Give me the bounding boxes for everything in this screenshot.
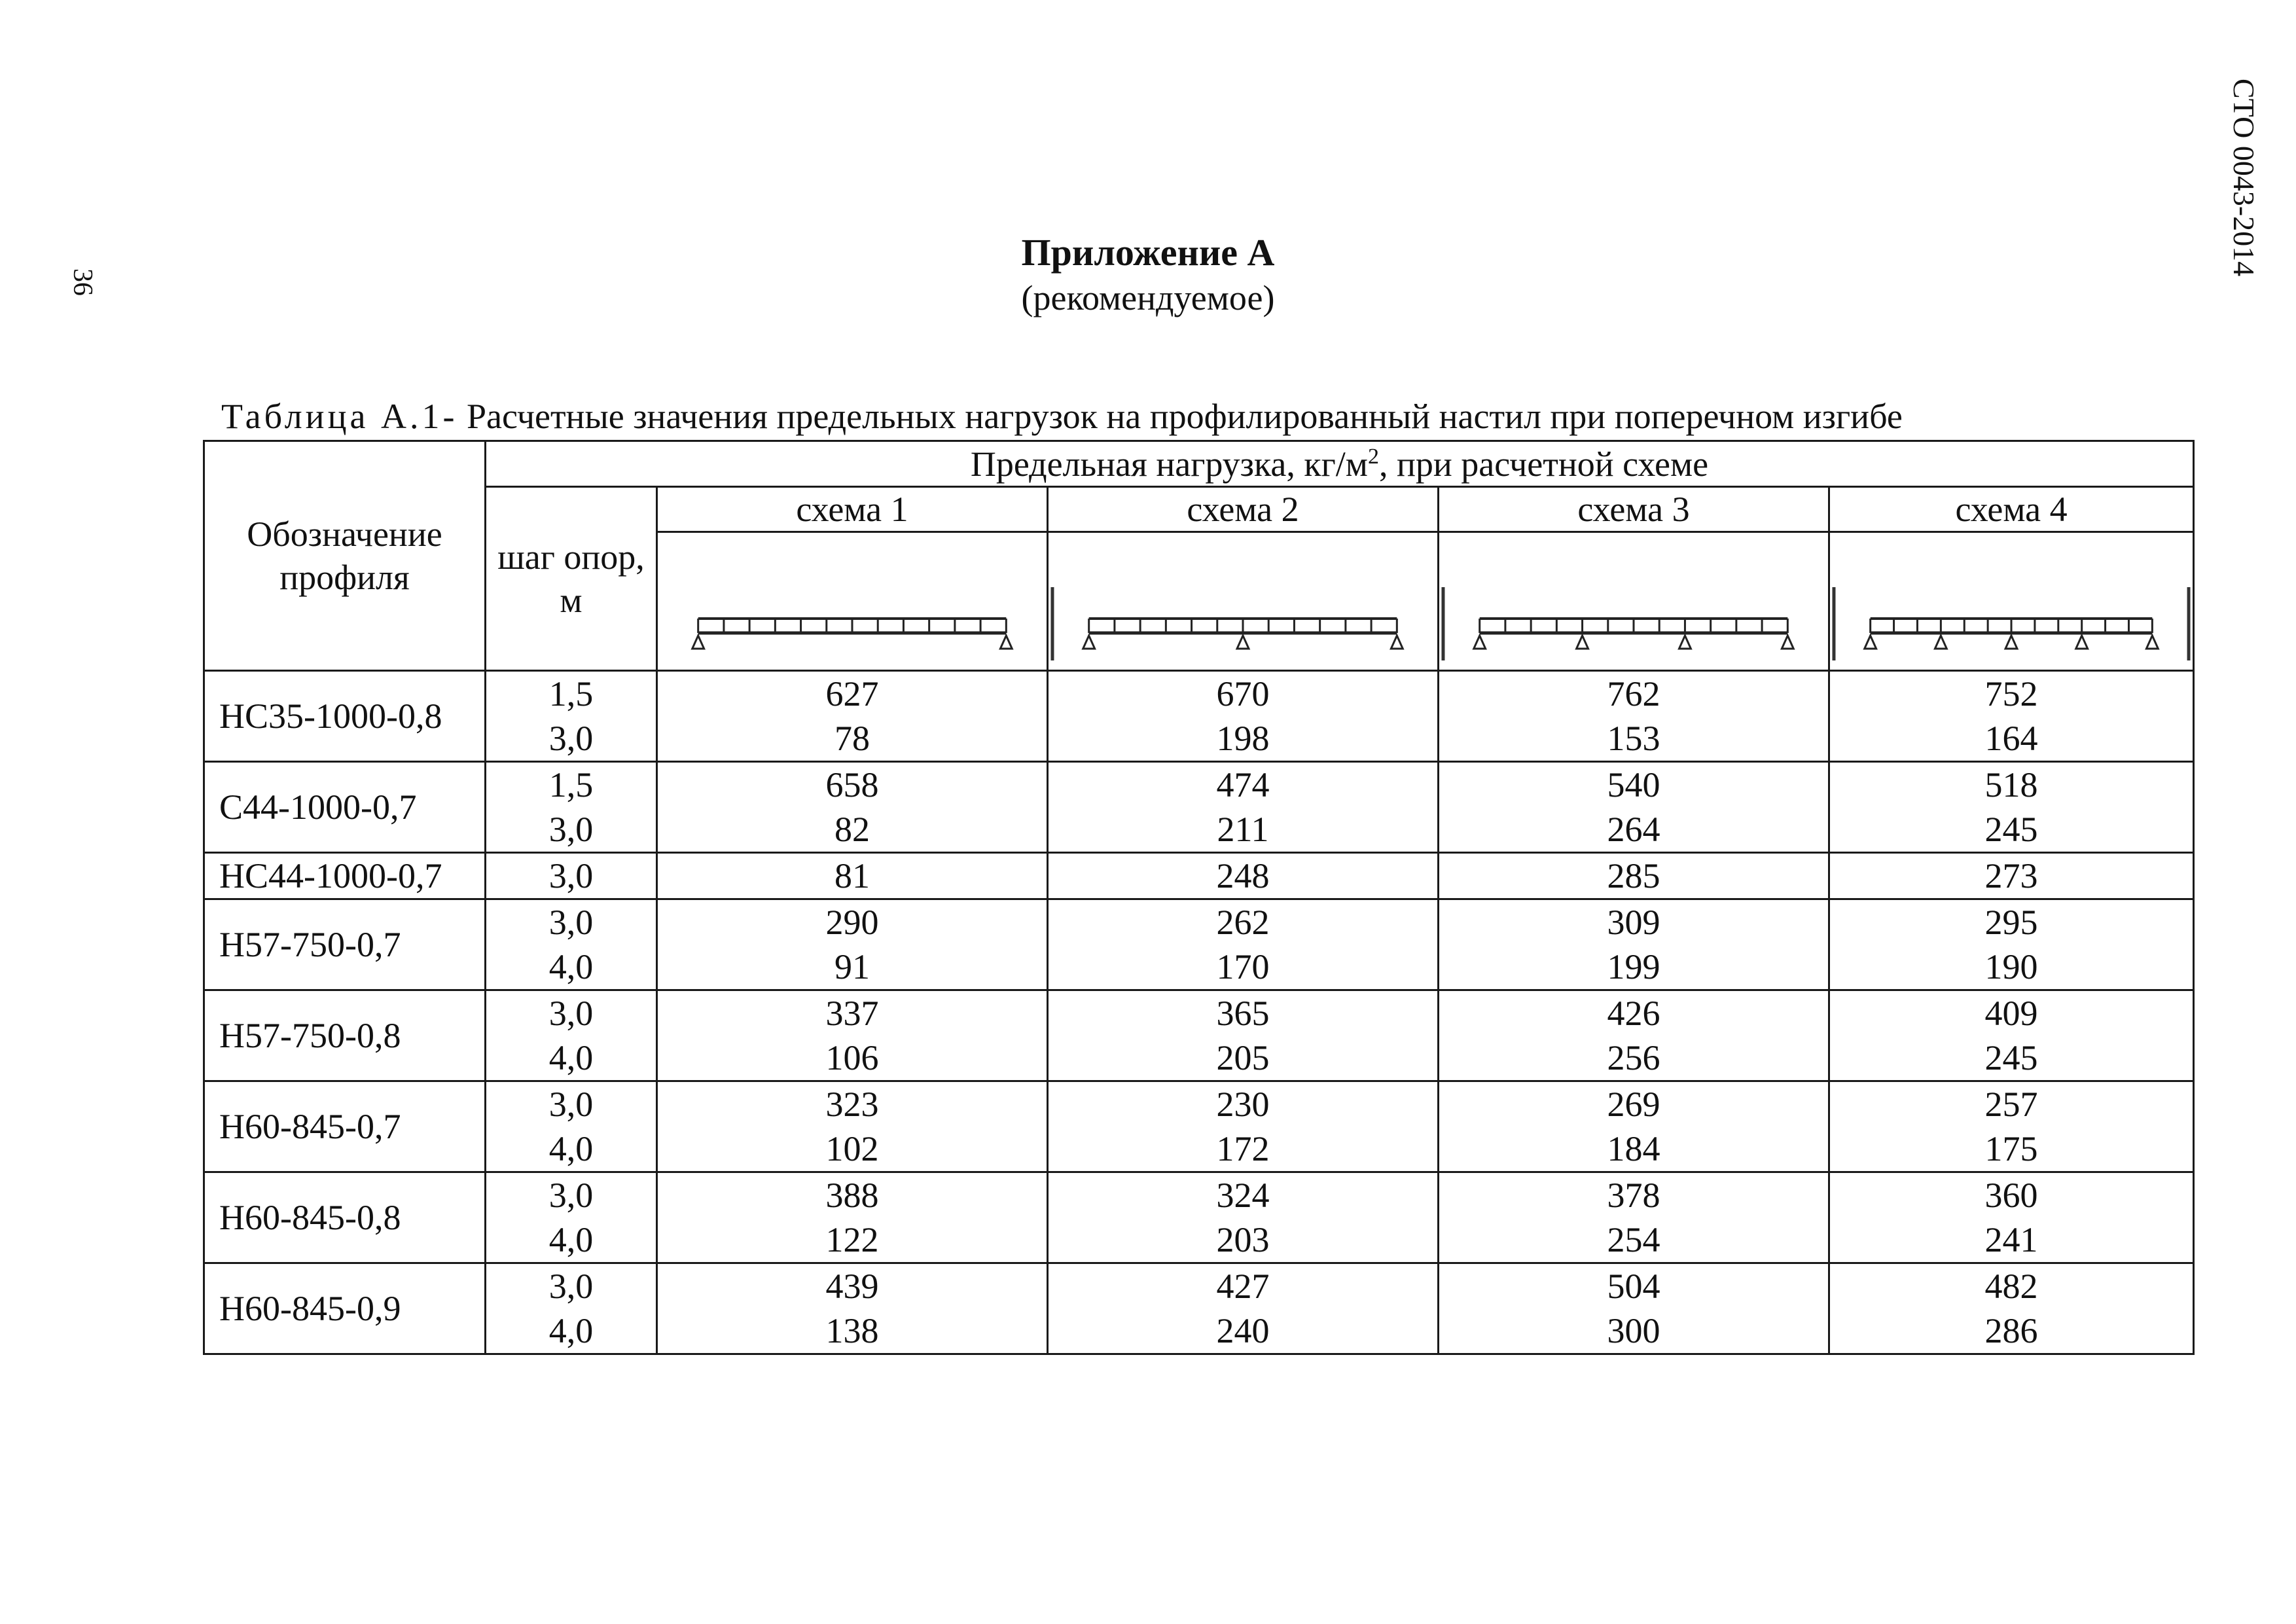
header-scheme-3: схема 3: [1439, 487, 1829, 532]
profile-cell: Н57-750-0,8: [204, 990, 486, 1081]
load-cell-scheme-4: [1829, 1081, 2194, 1172]
span-cell: [486, 1081, 657, 1172]
load-value: 324: [1216, 1176, 1270, 1215]
beam-diagram-scheme-2: [1049, 533, 1437, 670]
scheme-4-diagram: [1829, 532, 2194, 671]
load-value: 409: [1984, 994, 2038, 1033]
load-cell-scheme-2: [1048, 1263, 1439, 1354]
profile-cell: Н60-845-0,9: [204, 1263, 486, 1354]
load-value: 81: [834, 856, 870, 895]
load-value: 153: [1607, 719, 1660, 758]
load-value: 205: [1216, 1038, 1270, 1077]
load-value: 273: [1984, 856, 2038, 895]
span-cell: [486, 671, 657, 762]
profile-cell: НС44-1000-0,7: [204, 853, 486, 899]
load-value: 285: [1607, 856, 1660, 895]
load-cell-scheme-2: [1048, 1172, 1439, 1263]
span-value: 3,0: [548, 810, 594, 849]
table-body: [204, 671, 2194, 1354]
load-value: 269: [1607, 1085, 1660, 1124]
load-cell-scheme-2: [1048, 990, 1439, 1081]
load-value: 290: [825, 903, 879, 942]
table-row: [204, 671, 2194, 762]
load-value: 138: [825, 1311, 879, 1350]
load-value: 378: [1607, 1176, 1660, 1215]
load-cell-scheme-1: [657, 853, 1048, 899]
load-cell-scheme-2: [1048, 671, 1439, 762]
load-value: 323: [825, 1085, 879, 1124]
load-value: 254: [1607, 1220, 1660, 1259]
load-value: 752: [1984, 674, 2038, 713]
table-row: [204, 990, 2194, 1081]
table-row: [204, 1081, 2194, 1172]
span-value: 3,0: [548, 1085, 594, 1124]
load-cell-scheme-3: [1439, 899, 1829, 990]
load-cell-scheme-4: [1829, 990, 2194, 1081]
span-cell: [486, 853, 657, 899]
table-row: [204, 1172, 2194, 1263]
load-value: 518: [1984, 765, 2038, 804]
load-cell-scheme-4: [1829, 1172, 2194, 1263]
load-cell-scheme-4: [1829, 1263, 2194, 1354]
load-value: 670: [1216, 674, 1270, 713]
table-row: [204, 853, 2194, 899]
load-value: 474: [1216, 765, 1270, 804]
load-value: 211: [1217, 810, 1269, 849]
load-cell-scheme-1: [657, 1081, 1048, 1172]
header-span: шаг опор, м: [486, 487, 657, 671]
load-cell-scheme-4: [1829, 853, 2194, 899]
support-triangle: [1935, 636, 1946, 649]
support-triangle: [1577, 636, 1588, 649]
table-caption-text: Расчетные значения предельных нагрузок на профилированный настил при поперечном изгибе: [457, 397, 1903, 436]
load-value: 264: [1607, 810, 1660, 849]
appendix-heading: [0, 229, 2296, 319]
span-value: 3,0: [548, 903, 594, 942]
span-value: 3,0: [548, 1176, 594, 1215]
load-value: 439: [825, 1267, 879, 1306]
support-triangle: [1391, 636, 1403, 649]
load-cell-scheme-2: [1048, 762, 1439, 853]
header-scheme-2: схема 2: [1048, 487, 1439, 532]
load-value: 245: [1984, 810, 2038, 849]
beam-diagram-scheme-1: [658, 533, 1047, 670]
load-value: 262: [1216, 903, 1270, 942]
appendix-subtitle: (рекомендуемое): [1021, 278, 1275, 317]
span-value: 3,0: [548, 1267, 594, 1306]
load-cell-scheme-3: [1439, 990, 1829, 1081]
load-cell-scheme-1: [657, 990, 1048, 1081]
load-value: 256: [1607, 1038, 1660, 1077]
load-value: 240: [1216, 1311, 1270, 1350]
header-load-scheme-text: , при расчетной схеме: [1378, 444, 1709, 484]
load-value: 286: [1984, 1311, 2038, 1350]
profile-cell: Н60-845-0,8: [204, 1172, 486, 1263]
table-caption-label: Таблица А.1-: [221, 397, 458, 436]
load-cell-scheme-2: [1048, 853, 1439, 899]
load-value: 102: [825, 1129, 879, 1168]
load-cell-scheme-3: [1439, 853, 1829, 899]
support-triangle: [1679, 636, 1691, 649]
load-value: 245: [1984, 1038, 2038, 1077]
load-value: 106: [825, 1038, 879, 1077]
load-cell-scheme-1: [657, 1172, 1048, 1263]
beam-diagram-scheme-4: [1830, 533, 2193, 670]
load-value: 190: [1984, 947, 2038, 986]
table-row: [204, 1263, 2194, 1354]
load-value: 203: [1216, 1220, 1270, 1259]
span-value: 4,0: [548, 1038, 594, 1077]
load-cell-scheme-3: [1439, 1081, 1829, 1172]
load-cell-scheme-3: [1439, 1172, 1829, 1263]
table-row: [204, 899, 2194, 990]
support-triangle: [1865, 636, 1876, 649]
load-value: 175: [1984, 1129, 2038, 1168]
load-cell-scheme-4: [1829, 762, 2194, 853]
span-value: 4,0: [548, 1311, 594, 1350]
load-value: 172: [1216, 1129, 1270, 1168]
support-triangle: [1782, 636, 1793, 649]
header-profile: Обозначение профиля: [204, 441, 486, 671]
header-load-superscript: 2: [1367, 444, 1379, 469]
load-value: 184: [1607, 1129, 1660, 1168]
load-value: 540: [1607, 765, 1660, 804]
load-value: 504: [1607, 1267, 1660, 1306]
scheme-3-diagram: [1439, 532, 1829, 671]
load-value: 170: [1216, 947, 1270, 986]
header-load: [486, 441, 2194, 487]
load-value: 658: [825, 765, 879, 804]
load-cell-scheme-1: [657, 671, 1048, 762]
load-cell-scheme-4: [1829, 899, 2194, 990]
load-value: 164: [1984, 719, 2038, 758]
load-value: 300: [1607, 1311, 1660, 1350]
support-triangle: [2005, 636, 2017, 649]
appendix-title: Приложение А: [1021, 231, 1275, 274]
load-value: 248: [1216, 856, 1270, 895]
load-cell-scheme-1: [657, 762, 1048, 853]
beam-diagram-scheme-3: [1439, 533, 1828, 670]
profile-cell: НС35-1000-0,8: [204, 671, 486, 762]
span-value: 3,0: [548, 719, 594, 758]
header-scheme-4: схема 4: [1829, 487, 2194, 532]
profile-cell: Н60-845-0,7: [204, 1081, 486, 1172]
support-triangle: [2146, 636, 2158, 649]
load-value: 762: [1607, 674, 1660, 713]
load-cell-scheme-3: [1439, 762, 1829, 853]
table-caption: [221, 396, 1903, 437]
profile-cell: Н57-750-0,7: [204, 899, 486, 990]
load-value: 257: [1984, 1085, 2038, 1124]
span-value: 3,0: [548, 856, 594, 895]
load-value: 198: [1216, 719, 1270, 758]
load-value: 241: [1984, 1220, 2038, 1259]
load-value: 295: [1984, 903, 2038, 942]
scheme-1-diagram: [657, 532, 1048, 671]
load-cell-scheme-3: [1439, 671, 1829, 762]
load-value: 78: [834, 719, 870, 758]
load-value: 199: [1607, 947, 1660, 986]
span-cell: [486, 1263, 657, 1354]
load-cell-scheme-4: [1829, 671, 2194, 762]
load-cell-scheme-1: [657, 899, 1048, 990]
load-value: 365: [1216, 994, 1270, 1033]
table-row: [204, 762, 2194, 853]
load-value: 91: [834, 947, 870, 986]
loads-table: [203, 440, 2195, 1355]
span-cell: [486, 990, 657, 1081]
load-value: 427: [1216, 1267, 1270, 1306]
header-scheme-1: схема 1: [657, 487, 1048, 532]
span-cell: [486, 1172, 657, 1263]
span-value: 3,0: [548, 994, 594, 1033]
span-cell: [486, 762, 657, 853]
span-value: 4,0: [548, 1220, 594, 1259]
support-triangle: [1474, 636, 1486, 649]
span-cell: [486, 899, 657, 990]
header-load-text: Предельная нагрузка, кг/м: [970, 444, 1368, 484]
span-value: 4,0: [548, 1129, 594, 1168]
support-triangle: [1237, 636, 1249, 649]
load-cell-scheme-2: [1048, 1081, 1439, 1172]
load-value: 360: [1984, 1176, 2038, 1215]
scheme-2-diagram: [1048, 532, 1439, 671]
profile-cell: С44-1000-0,7: [204, 762, 486, 853]
load-value: 82: [834, 810, 870, 849]
span-value: 1,5: [548, 765, 594, 804]
page-number: 36: [67, 268, 98, 296]
support-triangle: [692, 636, 704, 649]
support-triangle: [1000, 636, 1012, 649]
support-triangle: [2076, 636, 2088, 649]
load-value: 230: [1216, 1085, 1270, 1124]
load-value: 388: [825, 1176, 879, 1215]
load-value: 309: [1607, 903, 1660, 942]
load-cell-scheme-3: [1439, 1263, 1829, 1354]
load-value: 482: [1984, 1267, 2038, 1306]
support-triangle: [1083, 636, 1095, 649]
document-code: СТО 0043-2014: [2227, 79, 2261, 277]
load-value: 122: [825, 1220, 879, 1259]
load-value: 627: [825, 674, 879, 713]
load-cell-scheme-1: [657, 1263, 1048, 1354]
load-value: 426: [1607, 994, 1660, 1033]
span-value: 1,5: [548, 674, 594, 713]
load-cell-scheme-2: [1048, 899, 1439, 990]
load-value: 337: [825, 994, 879, 1033]
span-value: 4,0: [548, 947, 594, 986]
